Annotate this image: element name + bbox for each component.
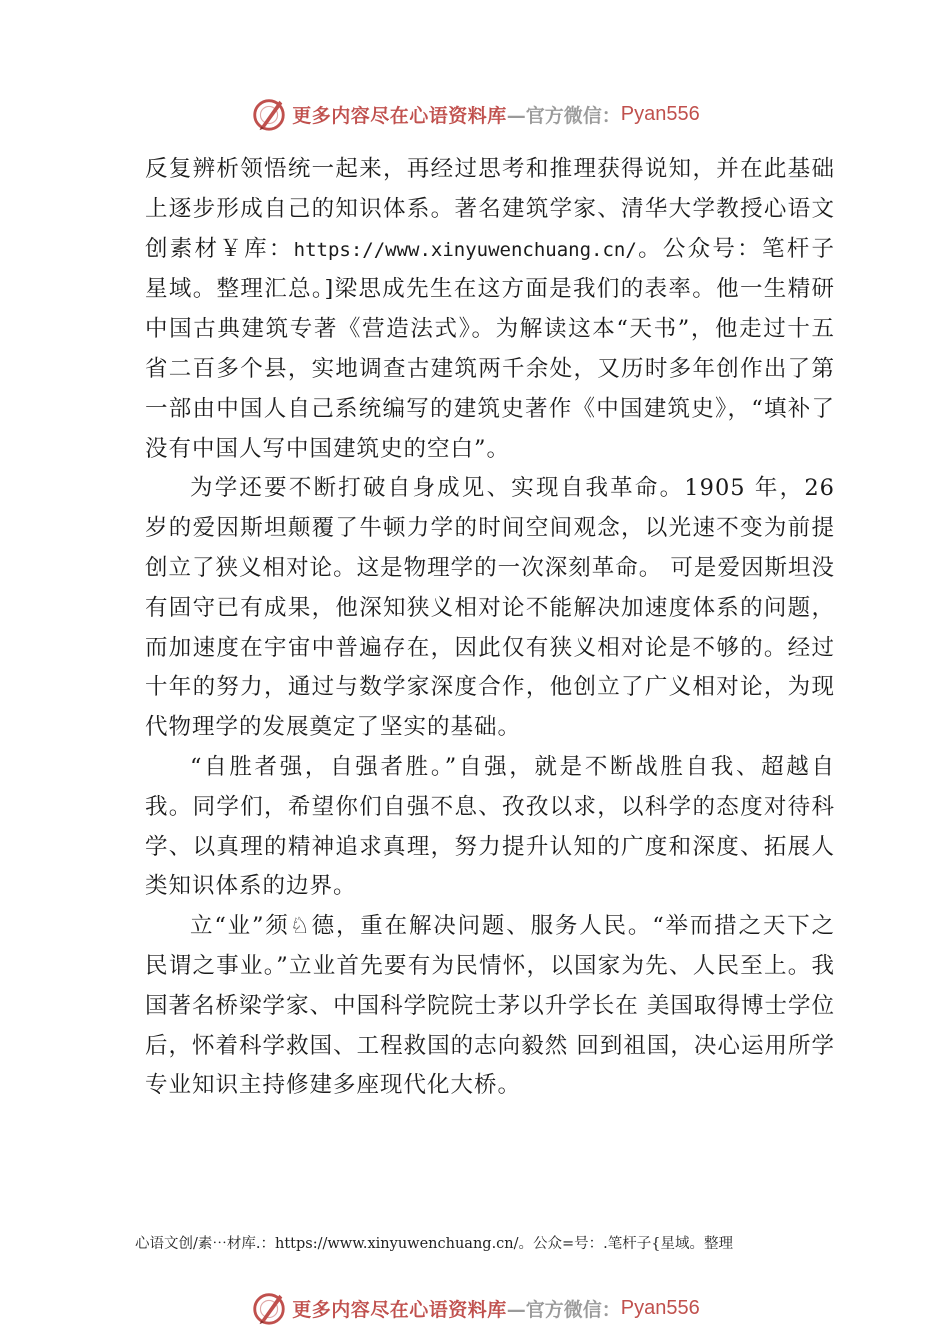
footer-note: 心语文创/素⋯材库.：https://www.xinyuwenchuang.cn/。公众=号：.笔杆子{星域。整理 xyxy=(135,1236,734,1252)
paragraph-4: 立“业”须♘德，重在解决问题、服务人民。“举而措之天下之民谓之事业。”立业首先要有为民情怀，以国家为先、人民至上。我国著名桥梁学家、中国科学院院士茅以升学长在 美国取得博士学位后，怀着科学救国、工程救国的志向毅然 回到祖国，决心运用所学专业知识主持修建多座现代化大桥。 xyxy=(145,913,835,1099)
banner-main-text: 更多内容尽在心语资料库 xyxy=(292,104,507,127)
banner-wechat-id: Pyan556 xyxy=(620,102,700,125)
paragraph-3: “自胜者强，自强者胜。”自强，就是不断战胜自我、超越自我。同学们，希望你们自强不息、孜孜以求，以科学的态度对待科学、以真理的精神追求真理，努力提升认知的广度和深度、拓展人类知识体系的边界。 xyxy=(145,753,835,900)
quill-pen-icon xyxy=(250,95,288,133)
paragraph-1 xyxy=(145,150,835,469)
paragraph-1-text-a: 反复辨析领悟统一起来，再经过思考和推理获得说知，并在此基础上逐步形成自己的知识体系。著名建筑学家、清华大学教授心语文创素材￥库： xyxy=(145,156,835,262)
document-body xyxy=(145,150,835,1106)
header-banner xyxy=(0,94,950,134)
paragraph-1-url: https://www.xinyuwenchuang.cn/ xyxy=(293,238,637,261)
footer-banner xyxy=(0,1288,950,1328)
banner-main-text: 更多内容尽在心语资料库 xyxy=(292,1298,507,1321)
banner-wechat-id: Pyan556 xyxy=(620,1296,700,1319)
banner-sub-text: —官方微信： xyxy=(506,104,621,127)
paragraph-2: 为学还要不断打破自身成见、实现自我革命。1905 年，26 岁的爱因斯坦颠覆了牛顿力学的时间空间观念，以光速不变为前提创立了狭义相对论。这是物理学的一次深刻革命。 可是爱因斯坦没有固守已有成果，他深知狭义相对论不能解决加速度体系的问题，而加速度在宇宙中普遍存在，因此仅有狭义相对论是不够的。经过十年的努力，通过与数学家深度合作，他创立了广义相对论，为现代物理学的发展奠定了坚实的基础。 xyxy=(145,475,835,741)
quill-pen-icon xyxy=(250,1289,288,1327)
banner-sub-text: —官方微信： xyxy=(506,1298,621,1321)
paragraph-1-text-b: 。公众号：笔杆子星域。整理汇总。]梁思成先生在这方面是我们的表率。他一生精研中国古典建筑专著《营造法式》。为解读这本“天书”，他走过十五省二百多个县，实地调查古建筑两千余处，又历时多年创作出了第一部由中国人自己系统编写的建筑史著作《中国建筑史》，“填补了没有中国人写中国建筑史的空白”。 xyxy=(145,235,835,462)
